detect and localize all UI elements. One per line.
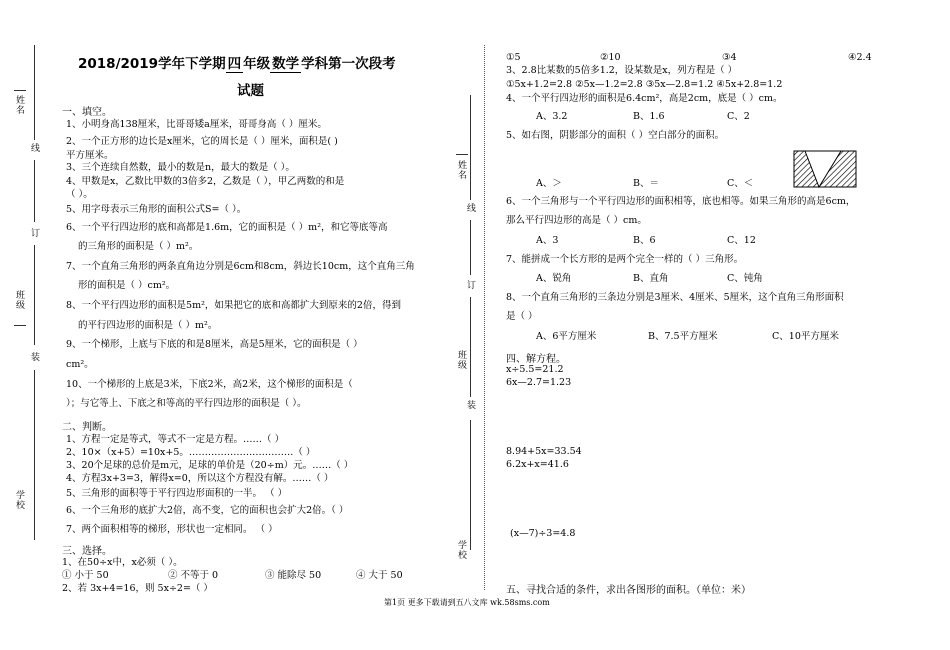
section-heading-fill: 一、填空。 bbox=[62, 107, 112, 118]
section-heading-solve: 四、解方程。 bbox=[506, 354, 566, 365]
choice-question-2: 2、若 3x+4=16，则 5x÷2=（ ） bbox=[62, 583, 213, 594]
exam-title bbox=[78, 52, 396, 72]
choice-option: C、10平方厘米 bbox=[772, 331, 839, 342]
fill-question-8: 8、一个平行四边形的面积是5m²，如果把它的底和高都扩大到原来的2倍，得到 bbox=[66, 300, 401, 311]
fill-question-10: 10、一个梯形的上底是3米，下底2米，高2米，这个梯形的面积是（ bbox=[66, 379, 353, 390]
fill-question-9-cont: cm²。 bbox=[66, 359, 94, 370]
fill-question-1: 1、小明身高138厘米，比哥哥矮a厘米，哥哥身高（ ）厘米。 bbox=[66, 119, 327, 130]
judge-question-4: 4、方程3x+3=3，解得x=0，所以这个方程没有解。……（ ） bbox=[66, 473, 334, 484]
margin-name-label: 姓名 bbox=[456, 160, 466, 180]
margin-bind-label: 装 bbox=[465, 400, 475, 410]
equation-1: x÷5.5=21.2 bbox=[506, 364, 564, 375]
choice-question-3: 3、2.8比某数的5倍多1.2，设某数是x，列方程是（ ） bbox=[506, 65, 738, 76]
binding-line bbox=[34, 370, 35, 540]
choice-question-4: 4、一个平行四边形的面积是6.4cm²，高是2cm，底是（ ）cm。 bbox=[506, 93, 783, 104]
binding-line bbox=[470, 220, 471, 275]
choice-option: C、钝角 bbox=[727, 273, 763, 284]
judge-question-1: 1、方程一定是等式，等式不一定是方程。……（ ） bbox=[66, 434, 285, 445]
choice-option: ④2.4 bbox=[848, 52, 872, 63]
fill-question-6: 6、一个平行四边形的底和高都是1.6m，它的面积是（ ）m²，和它等底等高 bbox=[66, 222, 388, 233]
section-heading-area: 五、寻找合适的条件，求出各图形的面积。（单位：米） bbox=[506, 585, 751, 596]
fill-question-9: 9、一个梯形，上底与下底的和是8厘米，高是5厘米，它的面积是（ ） bbox=[66, 339, 363, 350]
title-grade-suffix: 年级 bbox=[243, 56, 271, 72]
title-year: 2018/2019 bbox=[78, 56, 159, 72]
choice-question-7: 7、能拼成一个长方形的是两个完全一样的（ ）三角形。 bbox=[506, 254, 744, 265]
page-footer: 第1页 更多下载请到五八文库 wk.58sms.com bbox=[384, 598, 550, 607]
fill-question-7: 7、一个直角三角形的两条直角边分别是6cm和8cm，斜边长10cm，这个直角三角 bbox=[66, 261, 415, 272]
choice-option: A、锐角 bbox=[536, 273, 572, 284]
fill-question-4-cont: （ ）。 bbox=[66, 189, 93, 200]
choice-option: A、＞ bbox=[536, 178, 562, 189]
fill-question-2: 2、一个正方形的边长是x厘米，它的周长是（ ）厘米，面积是( ) bbox=[66, 136, 338, 147]
choice-option: ③4 bbox=[722, 52, 737, 63]
fill-question-3: 3、三个连续自然数，最小的数是n，最大的数是（ ）。 bbox=[66, 162, 295, 173]
binding-line bbox=[470, 297, 471, 397]
choice-question-1: 1、在50÷x中，x必须（ ）。 bbox=[62, 557, 183, 568]
choice-option: C、12 bbox=[727, 235, 756, 246]
choice-option: B、直角 bbox=[633, 273, 669, 284]
equation-3: 8.94+5x=33.54 bbox=[506, 446, 582, 457]
margin-order-label: 订 bbox=[29, 228, 39, 238]
choice-option: C、＜ bbox=[727, 178, 754, 189]
margin-name-underline bbox=[456, 154, 468, 155]
binding-line bbox=[34, 160, 35, 222]
binding-line bbox=[34, 245, 35, 345]
choice-option: B、6 bbox=[633, 235, 656, 246]
fill-question-6-cont: 的三角形的面积是（ ）m²。 bbox=[78, 241, 199, 252]
choice-option: ② 不等于 0 bbox=[168, 570, 219, 581]
title-tail: 学科第一次段考 bbox=[301, 56, 396, 72]
choice-option: ① 小于 50 bbox=[62, 570, 109, 581]
equation-2: 6x—2.7=1.23 bbox=[506, 377, 572, 388]
fill-question-8-cont: 的平行四边形的面积是（ ）m²。 bbox=[78, 320, 218, 331]
choice-option: B、＝ bbox=[633, 178, 659, 189]
choice-question-3-options: ①5x+1.2=2.8 ②5x—1.2=2.8 ③5x—2.8=1.2 ④5x+2.8=1.2 bbox=[506, 79, 783, 90]
binding-line bbox=[470, 95, 471, 200]
choice-option: A、3.2 bbox=[536, 111, 568, 122]
binding-line bbox=[470, 420, 471, 550]
choice-option: A、3 bbox=[536, 235, 559, 246]
choice-option: B、1.6 bbox=[633, 111, 665, 122]
fill-question-4: 4、甲数是x，乙数比甲数的3倍多2，乙数是（ ），甲乙两数的和是 bbox=[66, 176, 345, 187]
fill-question-5: 5、用字母表示三角形的面积公式S=（ ）。 bbox=[66, 204, 247, 215]
choice-option: ①5 bbox=[506, 52, 521, 63]
choice-question-8-cont: 是（ ） bbox=[506, 311, 538, 322]
choice-option: ③ 能除尽 50 bbox=[265, 570, 322, 581]
margin-class-label: 班级 bbox=[456, 350, 466, 370]
margin-line-label: 线 bbox=[465, 203, 475, 213]
margin-order-label: 订 bbox=[465, 280, 475, 290]
judge-question-3: 3、20个足球的总价是m元，足球的单价是（20÷m）元。……（ ） bbox=[66, 460, 354, 471]
margin-name-underline bbox=[14, 90, 26, 91]
equation-5: (x—7)÷3=4.8 bbox=[510, 528, 576, 539]
choice-option: ④ 大于 50 bbox=[356, 570, 403, 581]
fill-question-7-cont: 形的面积是（ ）cm²。 bbox=[78, 280, 176, 291]
margin-school-label: 学校 bbox=[14, 490, 24, 510]
margin-name-label: 姓名 bbox=[14, 95, 24, 115]
choice-option: A、6平方厘米 bbox=[536, 331, 597, 342]
choice-question-8: 8、一个直角三角形的三条边分别是3厘米、4厘米、5厘米，这个直角三角形面积 bbox=[506, 292, 844, 303]
judge-question-6: 6、一个三角形的底扩大2倍，高不变，它的面积也会扩大2倍。（ ） bbox=[66, 505, 349, 516]
margin-bind-label: 装 bbox=[29, 352, 39, 362]
choice-question-5: 5、如右图，阴影部分的面积（ ）空白部分的面积。 bbox=[506, 130, 725, 141]
judge-question-7: 7、两个面积相等的梯形，形状也一定相同。 （ ） bbox=[66, 524, 278, 535]
exam-title-line2: 试题 bbox=[237, 83, 264, 99]
choice-option: B、7.5平方厘米 bbox=[648, 331, 718, 342]
shaded-triangle-figure bbox=[793, 150, 857, 188]
title-subject: 数学 bbox=[272, 56, 300, 72]
judge-question-2: 2、10×（x+5）=10x+5。……………………………（ ） bbox=[66, 447, 316, 458]
fold-dotted-line bbox=[484, 45, 485, 590]
margin-school-label: 学校 bbox=[456, 540, 466, 560]
choice-option: ②10 bbox=[600, 52, 621, 63]
margin-class-label: 班级 bbox=[14, 290, 24, 310]
choice-question-6-cont: 那么平行四边形的高是（ ）cm。 bbox=[506, 215, 647, 226]
fill-question-2-cont: 平方厘米。 bbox=[66, 150, 114, 161]
section-heading-judge: 二、判断。 bbox=[62, 422, 112, 433]
equation-4: 6.2x+x=41.6 bbox=[506, 459, 569, 470]
judge-question-5: 5、三角形的面积等于平行四边形面积的一半。 （ ） bbox=[66, 488, 288, 499]
fill-question-10-cont: ）；与它等上、下底之和等高的平行四边形的面积是（ ）。 bbox=[66, 398, 307, 409]
title-grade: 四 bbox=[227, 56, 242, 72]
choice-question-6: 6、一个三角形与一个平行四边形的面积相等，底也相等。如果三角形的高是6cm， bbox=[506, 196, 856, 207]
title-term: 学年下学期 bbox=[158, 56, 226, 72]
choice-option: C、2 bbox=[727, 111, 750, 122]
section-heading-choice: 三、选择。 bbox=[62, 546, 112, 557]
margin-class-underline bbox=[14, 325, 26, 326]
binding-line bbox=[34, 45, 35, 140]
margin-line-label: 线 bbox=[29, 143, 39, 153]
